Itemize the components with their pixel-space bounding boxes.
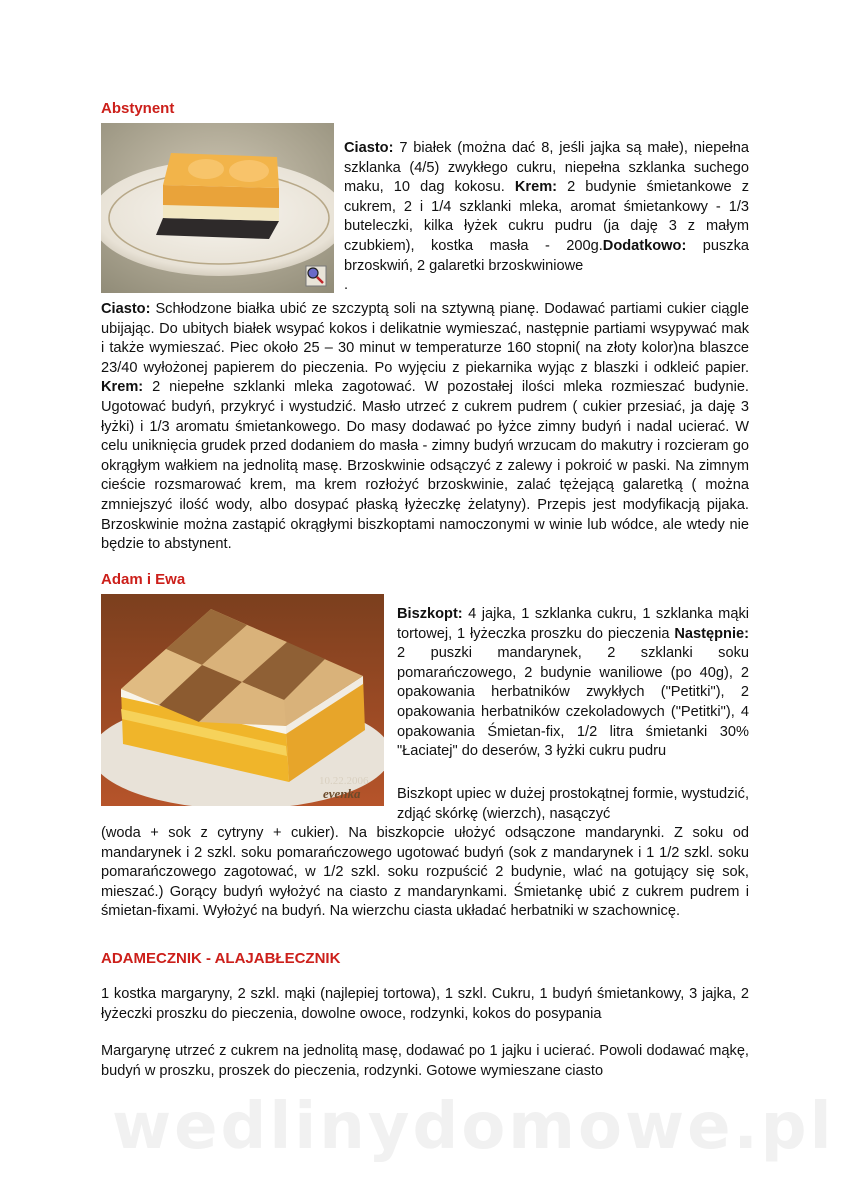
method-adamecznik: Margarynę utrzeć z cukrem na jednolitą masę, dodawać po 1 jajku i ucierać. Powoli dodawać mąkę, budyń w proszku, proszek do pieczenia, rodzynki. Gotowe wymieszane ciasto (101, 1043, 749, 1079)
recipe-title-abstynent: Abstynent (101, 100, 175, 117)
photo-date-stamp: 10.22.2006 (319, 775, 369, 787)
ingredients-abstynent: Ciasto: 7 białek (można dać 8, jeśli jajka są małe), niepełna szklanka (4/5) zwykłego cukru, niepełna szklanka suchego maku, 10 dag kokosu. Krem: 2 budynie śmietankowe z cukrem, 2 i 1/4 szklanki mleka, aromat śmietankowy - 1/3 buteleczki, kilka łyżek cukru pudru (ja daję 3 z małym czubkiem), kostka masła - 200g.Dodatkowo: puszka brzoskwiń, 2 galaretki brzoskwiniowe . (344, 140, 749, 294)
photo-abstynent-cake (101, 123, 334, 293)
photo-adam-i-ewa-cake (101, 594, 384, 806)
label-dodatkowo: Dodatkowo: (602, 237, 687, 254)
watermark: wedlinydomowe.pl (112, 1090, 835, 1164)
recipe-title-adam-i-ewa: Adam i Ewa (101, 571, 186, 588)
ingredients-adam-i-ewa: Biszkopt: 4 jajka, 1 szklanka cukru, 1 szklanka mąki tortowej, 1 łyżeczka proszku do pieczenia Następnie: 2 puszki mandarynek, 2 szklanki soku pomarańczowego, 2 budynie waniliowe (po 40g), 2 opakowania herbatników zwykłych ("Petitki"), 2 opakowania herbatników czekoladowych ("Petitki"), 4 opakowania Śmietan-fix, 1/2 litra śmietanki 30% "Łaciatej" do deserów, 3 łyżki cukru pudru (397, 606, 749, 760)
label-ciasto: Ciasto: (344, 140, 394, 156)
method-abstynent: Ciasto: Schłodzone białka ubić ze szczyptą soli na sztywną pianę. Dodawać partiami cukier ciągle ubijając. Do ubitych białek wsypać kokos i delikatnie wymieszać, następnie partiami wsypywać mak i także wymieszać. Piec około 25 – 30 minut w temperaturze 160 stopni( na złoty kolor)na blaszce 23/40 wyłożonej papierem do pieczenia. Po wyjęciu z piekarnika wyjąc z blaszki i odkleić papier. Krem: 2 niepełne szklanki mleka zagotować. W pozostałej ilości mleka rozmieszać budynie. Ugotować budyń, przykryć i wystudzić. Masło utrzeć z cukrem pudrem ( cukier przesiać, ja daję 3 łyżki) i 1/3 aromatu śmietankowego. Do masy dodawać po łyżce zimny budyń i nadal ucierać. W celu uniknięcia grudek przed dodaniem do masła - zimny budyń wrzucam do makutry i rozcieram go okrągłym wałkiem na jednolitą masę. Brzoskwinie odsączyć z zalewy i pokroić w paski. Na zimnym cieście rozsmarować krem, ma krem rozłożyć brzoskwinie, zalać tężejącą galaretką ( można zmniejszyć ilość wody, albo dosypać płaską łyżeczkę żelatyny). Przepis jest modyfikacją pijaka. Brzoskwinie można zastąpić okrągłymi biszkoptami namoczonymi w winie lub wódce, ale wtedy nie będzie to abstynent. (101, 301, 749, 553)
method-adam-i-ewa-start: Biszkopt upiec w dużej prostokątnej formie, wystudzić, zdjąć skórkę (wierzch), nasączyć (397, 786, 749, 822)
label-nastepnie: Następnie: (674, 625, 749, 642)
recipe-title-adamecznik: ADAMECZNIK - ALAJABŁECZNIK (101, 950, 341, 967)
label-krem: Krem: (514, 179, 558, 196)
method-adam-i-ewa: (woda + sok z cytryny + cukier). Na biszkopcie ułożyć odsączone mandarynki. Z soku od mandarynek i 2 szkl. soku pomarańczowego ugotować budyń (sok z mandarynek i 1 1/2 szkl. soku pomarańczowego zagotować, w 1/2 szkl. soku rozpuścić 2 budynie, wlać na gotujący się sok, mieszać.) Gorący budyń wyłożyć na ciasto z mandarynkami. Śmietankę ubić z cukrem pudrem i śmietan-fixami. Wyłożyć na budyń. Na wierzchu ciasta układać herbatniki w szachownicę. (101, 825, 749, 920)
photo-author-signature: evenka (323, 786, 361, 801)
ingredients-adamecznik: 1 kostka margaryny, 2 szkl. mąki (najlepiej tortowa), 1 szkl. Cukru, 1 budyń śmietankowy, 3 jajka, 2 łyżeczki proszku do pieczenia, dowolne owoce, rodzynki, kokos do posypania (101, 986, 749, 1022)
label-biszkopt: Biszkopt: (397, 606, 463, 622)
